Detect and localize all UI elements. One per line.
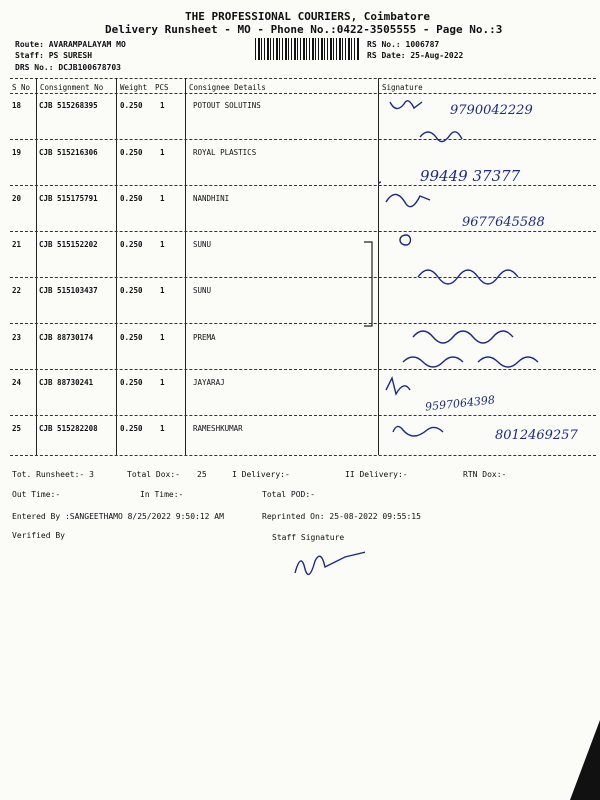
row-pcs: 1: [160, 333, 165, 342]
row-pcs: 1: [160, 286, 165, 295]
signature-phone: 8012469257: [495, 428, 578, 443]
i-delivery: I Delivery:-: [232, 470, 290, 479]
row-consignee: NANDHINI: [193, 194, 230, 203]
staff-signature-mark: [290, 545, 365, 580]
signature-scribble: [393, 426, 443, 436]
row-weight: 0.250: [120, 101, 143, 110]
row-weight: 0.250: [120, 148, 143, 157]
row-consignment: CJB 515103437: [39, 286, 98, 295]
row-sno: 24: [12, 378, 22, 387]
route-label: Route: AVARAMPALAYAM MO: [15, 40, 126, 49]
signature-scribble: [420, 132, 462, 142]
col-pcs: PCS: [155, 83, 169, 92]
row-pcs: 1: [160, 194, 165, 203]
signature-phone: 99449 37377: [420, 167, 521, 185]
rs-number: RS No.: 1006787: [367, 40, 440, 49]
tot-runsheet: Tot. Runsheet:- 3: [12, 470, 94, 479]
row-consignee: POTOUT SOLUTINS: [193, 101, 261, 110]
signature-scribble: [403, 357, 538, 367]
row-pcs: 1: [160, 424, 165, 433]
scan-corner-shadow: [570, 720, 600, 800]
row-sno: 21: [12, 240, 22, 249]
signature-phone: 9677645588: [462, 215, 545, 230]
signature-phone: 9597064398: [424, 393, 496, 414]
row-sno: 22: [12, 286, 22, 295]
col-divider: [116, 78, 117, 455]
row-weight: 0.250: [120, 240, 143, 249]
row-consignee: ROYAL PLASTICS: [193, 148, 257, 157]
row-consignee: RAMESHKUMAR: [193, 424, 243, 433]
signature-scribble: [386, 194, 430, 206]
signature-scribble: [390, 101, 422, 109]
runsheet-subtitle: Delivery Runsheet - MO - Phone No.:0422-3505555 - Page No.:3: [105, 23, 503, 36]
row-sno: 23: [12, 333, 22, 342]
col-consignee: Consignee Details: [189, 83, 266, 92]
row-pcs: 1: [160, 148, 165, 157]
row-consignee: SUNU: [193, 286, 212, 295]
row-sno: 18: [12, 101, 22, 110]
row-weight: 0.250: [120, 333, 143, 342]
row-consignee: JAYARAJ: [193, 378, 225, 387]
row-pcs: 1: [160, 101, 165, 110]
row-consignment: CJB 515152202: [39, 240, 98, 249]
table-top-rule: [10, 78, 596, 79]
row-consignee: PREMA: [193, 333, 216, 342]
drs-number: DRS No.: DCJB100678703: [15, 63, 121, 72]
in-time: In Time:-: [140, 490, 184, 499]
bracket-mark: [362, 240, 376, 330]
col-signature: Signature: [382, 83, 423, 92]
row-weight: 0.250: [120, 194, 143, 203]
signature-scribble: [386, 378, 410, 394]
row-sno: 25: [12, 424, 22, 433]
col-sno: S No: [12, 83, 31, 92]
signature-scribble: [378, 182, 411, 245]
entered-by: Entered By :SANGEETHAMO 8/25/2022 9:50:12 AM: [12, 512, 224, 521]
row-consignment: CJB 515282208: [39, 424, 98, 433]
col-divider: [185, 78, 186, 455]
row-consignment: CJB 515268395: [39, 101, 98, 110]
row-weight: 0.250: [120, 378, 143, 387]
staff-signature-label: Staff Signature: [272, 533, 345, 542]
total-pod: Total POD:-: [262, 490, 315, 499]
row-weight: 0.250: [120, 286, 143, 295]
ii-delivery: II Delivery:-: [345, 470, 408, 479]
signature-scribble: [418, 270, 518, 284]
staff-label: Staff: PS SURESH: [15, 51, 93, 60]
row-weight: 0.250: [120, 424, 143, 433]
row-consignment: CJB 88730174: [39, 333, 94, 342]
signature-phone: 9790042229: [450, 103, 533, 118]
total-dox-label: Total Dox:-: [127, 470, 180, 479]
reprinted-on: Reprinted On: 25-08-2022 09:55:15: [262, 512, 421, 521]
out-time: Out Time:-: [12, 490, 61, 499]
col-weight: Weight: [120, 83, 148, 92]
company-title: THE PROFESSIONAL COURIERS, Coimbatore: [185, 10, 431, 23]
row-pcs: 1: [160, 240, 165, 249]
rs-date: RS Date: 25-Aug-2022: [367, 51, 464, 60]
row-sno: 20: [12, 194, 22, 203]
col-consignment: Consignment No: [40, 83, 104, 92]
signature-scribble: [413, 331, 513, 343]
row-sno: 19: [12, 148, 22, 157]
row-pcs: 1: [160, 378, 165, 387]
row-consignment: CJB 88730241: [39, 378, 94, 387]
verified-by: Verified By: [12, 531, 65, 540]
row-consignment: CJB 515216306: [39, 148, 98, 157]
col-divider: [36, 78, 37, 455]
barcode-image: [255, 38, 360, 60]
total-dox-value: 25: [197, 470, 207, 479]
row-consignment: CJB 515175791: [39, 194, 98, 203]
row-consignee: SUNU: [193, 240, 212, 249]
rtn-dox: RTN Dox:-: [463, 470, 507, 479]
